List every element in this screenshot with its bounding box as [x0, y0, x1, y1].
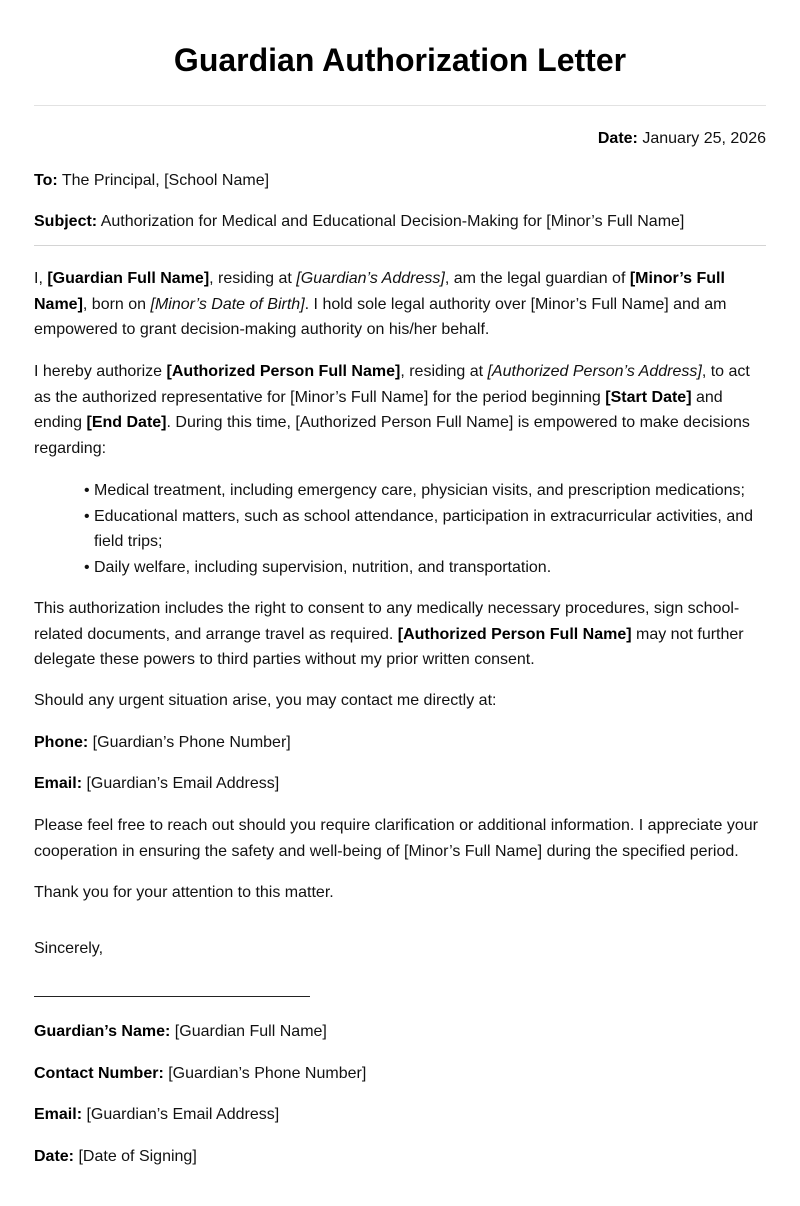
signature-email-label: Email:	[34, 1106, 83, 1123]
date-value: January 25, 2026	[642, 130, 766, 147]
contact-email-line	[34, 771, 766, 797]
guardian-address-placeholder: [Guardian’s Address]	[296, 270, 445, 287]
decision-list	[84, 478, 774, 580]
list-item	[84, 555, 774, 581]
text: I,	[34, 270, 48, 287]
text: and ending	[34, 388, 723, 432]
signature-name-line	[34, 1019, 766, 1045]
paragraph-scope	[34, 596, 766, 673]
signature-number-label: Contact Number:	[34, 1065, 164, 1082]
list-item	[84, 504, 774, 555]
start-date-placeholder: [Start Date]	[605, 388, 692, 406]
bullet-icon: •	[84, 482, 90, 499]
end-date-placeholder: [End Date]	[86, 414, 167, 432]
list-item-text: Daily welfare, including supervision, nutrition, and transportation.	[94, 558, 552, 576]
subject-label: Subject:	[34, 213, 98, 230]
paragraph-authorization	[34, 359, 766, 461]
signature-email-line	[34, 1102, 766, 1128]
paragraph-guardian	[34, 266, 766, 343]
bullet-icon: •	[84, 558, 90, 576]
text: , to act as the authorized representative for [Minor’s Full Name] for the period beginning	[34, 363, 750, 406]
text: , born on	[82, 295, 151, 313]
authorized-address-placeholder: [Authorized Person’s Address]	[487, 363, 702, 380]
minor-name-placeholder: [Minor’s Full Name]	[34, 270, 725, 313]
list-item-text: Medical treatment, including emergency care, physician visits, and prescription medications;	[94, 482, 745, 499]
header-divider	[34, 245, 766, 246]
text: I hereby authorize	[34, 363, 167, 380]
text: , residing at	[209, 270, 297, 287]
paragraph-clarification: Please feel free to reach out should you require clarification or additional information. I appreciate your cooperation in ensuring the safety and well-being of [Minor’s Full Name] during the specified period.	[34, 817, 758, 860]
signature-number-line	[34, 1061, 766, 1087]
text: This authorization includes the right to consent to any medically necessary procedures, sign school-related documents, and arrange travel as required.	[34, 600, 740, 643]
contact-phone-label: Phone:	[34, 734, 89, 751]
date-label: Date:	[597, 130, 638, 147]
date-line	[34, 126, 766, 152]
signature-email-value: [Guardian’s Email Address]	[86, 1106, 280, 1123]
page-title: Guardian Authorization Letter	[173, 42, 627, 78]
signature-name-label: Guardian’s Name:	[34, 1023, 171, 1040]
to-label: To:	[34, 172, 58, 189]
list-item-text: Educational matters, such as school attendance, participation in extracurricular activities, and field trips;	[94, 507, 754, 551]
contact-phone-line	[34, 730, 766, 756]
guardian-name-placeholder: [Guardian Full Name]	[47, 270, 210, 287]
text: , residing at	[400, 363, 488, 380]
minor-dob-placeholder: [Minor’s Date of Birth]	[150, 295, 305, 313]
signature-number-value: [Guardian’s Phone Number]	[168, 1065, 367, 1082]
contact-phone-value: [Guardian’s Phone Number]	[92, 734, 291, 751]
authorized-person-placeholder: [Authorized Person Full Name]	[397, 625, 632, 643]
text: , am the legal guardian of	[444, 270, 630, 287]
list-item	[84, 478, 774, 504]
signature-date-line	[34, 1144, 766, 1170]
bullet-icon: •	[84, 507, 90, 525]
signature-line	[34, 996, 310, 997]
text: . During this time, [Authorized Person Full Name] is empowered to make decisions regarding:	[34, 414, 750, 457]
paragraph-thanks: Thank you for your attention to this matter.	[34, 884, 334, 901]
signature-date-value: [Date of Signing]	[78, 1148, 197, 1165]
subject-value: Authorization for Medical and Educational Decision-Making for [Minor’s Full Name]	[100, 213, 685, 230]
contact-email-value: [Guardian’s Email Address]	[86, 775, 280, 792]
signature-name-value: [Guardian Full Name]	[174, 1023, 327, 1040]
contact-email-label: Email:	[34, 775, 83, 792]
to-value: The Principal, [School Name]	[61, 172, 270, 189]
paragraph-urgent: Should any urgent situation arise, you may contact me directly at:	[34, 692, 497, 709]
authorized-person-placeholder: [Authorized Person Full Name]	[166, 363, 401, 380]
closing: Sincerely,	[34, 940, 104, 957]
to-line	[34, 168, 766, 194]
signature-date-label: Date:	[34, 1148, 75, 1165]
title-divider	[34, 105, 766, 106]
subject-line	[34, 209, 766, 235]
text: . I hold sole legal authority over [Minor’s Full Name] and am empowered to grant decision-making authority on his/her behalf.	[34, 295, 727, 339]
text: may not further delegate these powers to third parties without my prior written consent.	[34, 625, 744, 669]
